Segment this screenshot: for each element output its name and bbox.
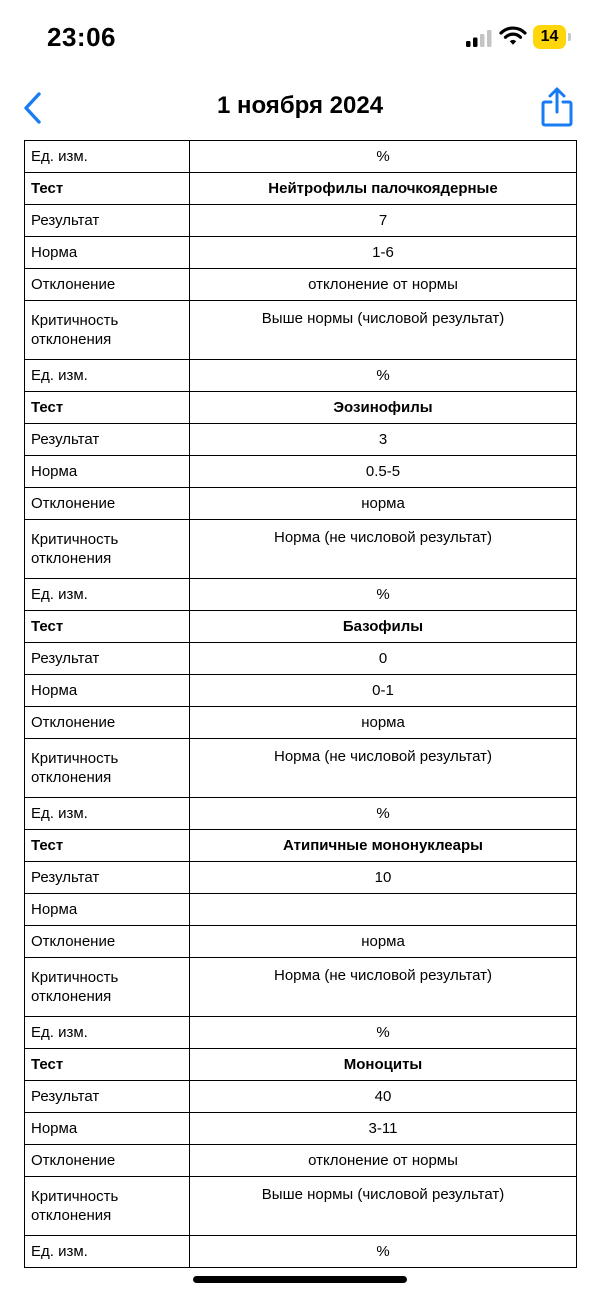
results-table <box>24 140 577 1268</box>
table-row <box>25 643 577 675</box>
row-value: 0 <box>190 643 577 675</box>
row-value: 7 <box>190 205 577 237</box>
row-value <box>190 894 577 926</box>
row-value: % <box>190 798 577 830</box>
row-value: Выше нормы (числовой результат) <box>190 301 577 360</box>
battery-level: 14 <box>540 28 559 45</box>
row-value: 0.5-5 <box>190 456 577 488</box>
row-value: % <box>190 579 577 611</box>
cellular-signal-icon <box>466 30 492 47</box>
page-title: 1 ноября 2024 <box>216 92 384 119</box>
home-indicator[interactable] <box>193 1276 407 1283</box>
row-label: Ед. изм. <box>25 798 190 830</box>
row-label: Ед. изм. <box>25 1236 190 1268</box>
battery-icon <box>533 25 571 49</box>
table-row-test <box>25 392 577 424</box>
row-label: Результат <box>25 862 190 894</box>
row-label: Критичность отклонения <box>25 958 190 1017</box>
row-label: Отклонение <box>25 707 190 739</box>
table-row <box>25 269 577 301</box>
row-label: Результат <box>25 205 190 237</box>
row-label: Ед. изм. <box>25 1017 190 1049</box>
row-label: Тест <box>25 1049 190 1081</box>
row-value: Атипичные мононуклеары <box>190 830 577 862</box>
table-row <box>25 520 577 579</box>
row-label: Тест <box>25 830 190 862</box>
table-row-test <box>25 830 577 862</box>
table-row <box>25 894 577 926</box>
table-row <box>25 958 577 1017</box>
table-row <box>25 237 577 269</box>
row-label: Ед. изм. <box>25 141 190 173</box>
row-label: Тест <box>25 392 190 424</box>
table-row <box>25 926 577 958</box>
table-row-test <box>25 611 577 643</box>
row-value: Моноциты <box>190 1049 577 1081</box>
status-bar <box>0 0 600 80</box>
row-label: Результат <box>25 643 190 675</box>
status-time: 23:06 <box>47 22 116 52</box>
table-row <box>25 862 577 894</box>
row-label: Норма <box>25 456 190 488</box>
row-value: Нейтрофилы палочкоядерные <box>190 173 577 205</box>
row-value: 0-1 <box>190 675 577 707</box>
table-row <box>25 141 577 173</box>
table-row <box>25 456 577 488</box>
row-value: Норма (не числовой результат) <box>190 520 577 579</box>
table-row <box>25 1177 577 1236</box>
table-row <box>25 1113 577 1145</box>
table-row <box>25 1017 577 1049</box>
row-value: 1-6 <box>190 237 577 269</box>
row-label: Ед. изм. <box>25 360 190 392</box>
table-row <box>25 579 577 611</box>
table-row <box>25 424 577 456</box>
row-label: Отклонение <box>25 1145 190 1177</box>
table-row-test <box>25 173 577 205</box>
row-label: Критичность отклонения <box>25 1177 190 1236</box>
table-row <box>25 739 577 798</box>
row-value: % <box>190 360 577 392</box>
row-label: Норма <box>25 675 190 707</box>
table-row-test <box>25 1049 577 1081</box>
results-table-container[interactable] <box>0 141 600 1260</box>
row-value: норма <box>190 488 577 520</box>
row-label: Норма <box>25 1113 190 1145</box>
row-label: Критичность отклонения <box>25 520 190 579</box>
row-label: Ед. изм. <box>25 579 190 611</box>
row-label: Результат <box>25 424 190 456</box>
row-label: Отклонение <box>25 488 190 520</box>
table-row <box>25 488 577 520</box>
row-value: 10 <box>190 862 577 894</box>
table-row <box>25 1081 577 1113</box>
row-value: % <box>190 1236 577 1268</box>
table-row <box>25 205 577 237</box>
row-label: Результат <box>25 1081 190 1113</box>
row-value: Выше нормы (числовой результат) <box>190 1177 577 1236</box>
row-value: Эозинофилы <box>190 392 577 424</box>
table-row <box>25 1236 577 1268</box>
table-row <box>25 360 577 392</box>
row-label: Критичность отклонения <box>25 301 190 360</box>
table-row <box>25 798 577 830</box>
navigation-bar <box>0 80 600 136</box>
row-label: Тест <box>25 173 190 205</box>
row-label: Норма <box>25 237 190 269</box>
row-value: отклонение от нормы <box>190 1145 577 1177</box>
row-value: % <box>190 1017 577 1049</box>
row-label: Норма <box>25 894 190 926</box>
table-row <box>25 301 577 360</box>
back-chevron-icon[interactable] <box>20 88 50 128</box>
table-row <box>25 1145 577 1177</box>
row-value: Норма (не числовой результат) <box>190 739 577 798</box>
row-value: Базофилы <box>190 611 577 643</box>
wifi-icon <box>500 26 526 46</box>
table-row <box>25 707 577 739</box>
row-value: % <box>190 141 577 173</box>
row-value: 3-11 <box>190 1113 577 1145</box>
row-label: Отклонение <box>25 269 190 301</box>
share-icon[interactable] <box>540 86 574 128</box>
row-value: 40 <box>190 1081 577 1113</box>
row-label: Отклонение <box>25 926 190 958</box>
row-value: Норма (не числовой результат) <box>190 958 577 1017</box>
row-value: норма <box>190 926 577 958</box>
row-value: норма <box>190 707 577 739</box>
row-value: 3 <box>190 424 577 456</box>
row-label: Критичность отклонения <box>25 739 190 798</box>
row-label: Тест <box>25 611 190 643</box>
table-row <box>25 675 577 707</box>
row-value: отклонение от нормы <box>190 269 577 301</box>
